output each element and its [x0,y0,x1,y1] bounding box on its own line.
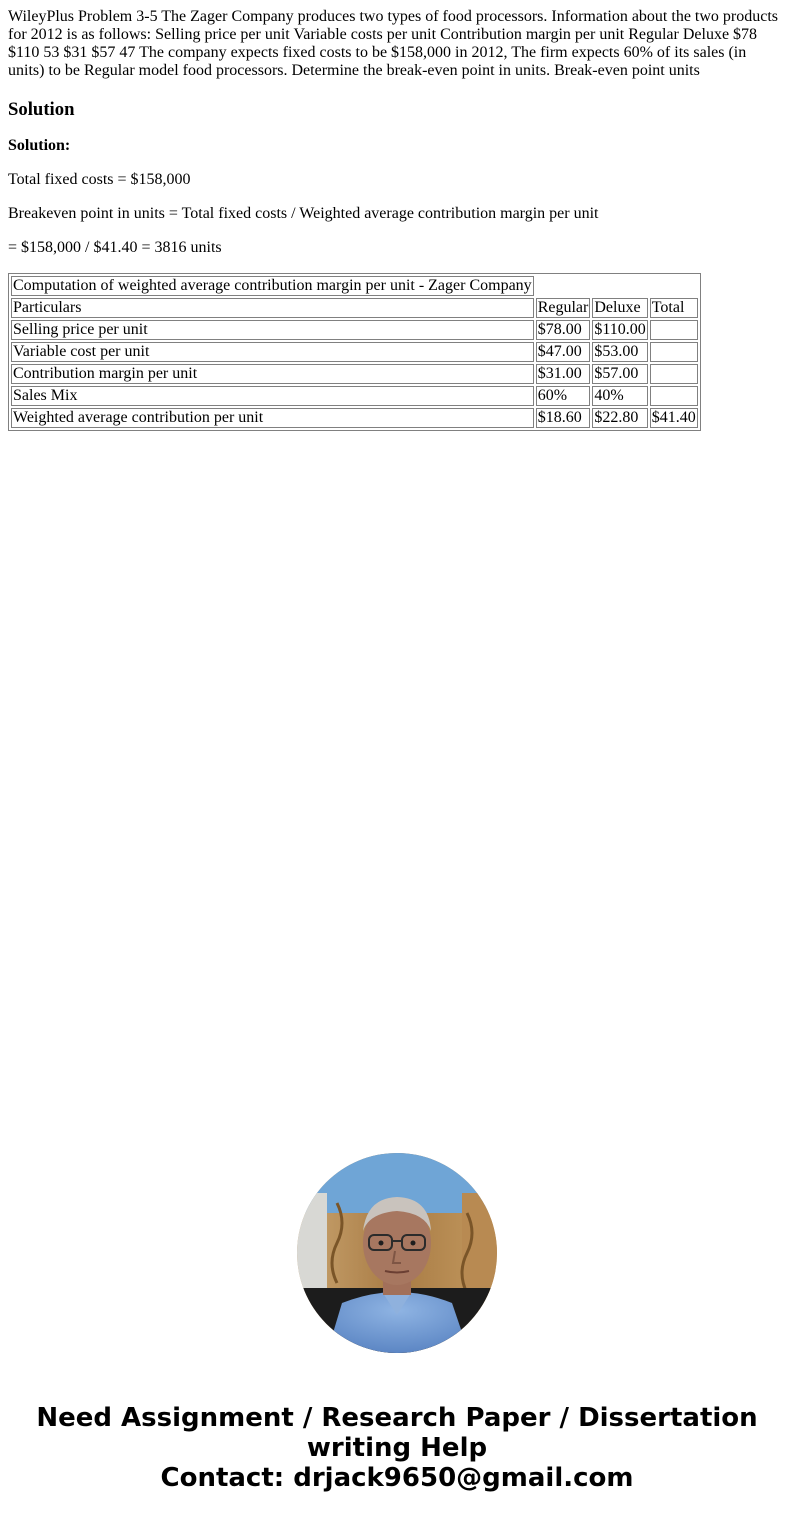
solution-label: Solution: [8,137,71,154]
question-text: WileyPlus Problem 3-5 The Zager Company produces two types of food processors. Information about the two products for 2012 is as follows: Selling price per unit Variable costs per unit Contribution margin per unit Regular Deluxe $78 $110 53 $31 $57 47 The company expects fixed costs to be $158,000 in 2012, The firm expects 60% of its sales (in units) to be Regular model food processors. Determine the break-even point in units. Break-even point units [8,8,779,79]
table-cell: $53.00 [592,342,647,362]
table-cell [650,342,698,362]
table-cell [650,320,698,340]
table-caption-row [11,276,698,296]
table-header-cell: Particulars [11,298,534,318]
table-cell: $18.60 [536,408,591,428]
table-cell [650,364,698,384]
footer-line: Need Assignment / Research Paper / Dissertation [36,1403,758,1433]
table-cell: Contribution margin per unit [11,364,534,384]
table-row [11,364,698,384]
table-cell: $41.40 [651,409,696,426]
table-cell: $47.00 [536,342,591,362]
table-row [11,320,698,340]
table-cell: $22.80 [592,408,647,428]
table-header-cell: Regular [537,299,589,316]
table-cell: $31.00 [536,364,591,384]
table-cell: $110.00 [594,321,646,338]
table-header-row [11,298,698,318]
table-header-cell: Deluxe [592,298,647,318]
footer-contact [0,1403,794,1493]
table-row [11,408,698,428]
table-row [11,342,698,362]
fixed-costs-line: Total fixed costs = $158,000 [8,171,191,188]
table-header-cell: Total [650,298,698,318]
table-corner-cell [536,276,591,296]
table-caption: Computation of weighted average contribution margin per unit - Zager Company [13,277,532,294]
table-cell [650,386,698,406]
contribution-margin-table [8,273,701,431]
table-cell: 40% [592,386,647,406]
table-cell: 60% [536,386,591,406]
avatar [297,1153,497,1353]
table-cell: Variable cost per unit [11,342,534,362]
table-row [11,386,698,406]
author-portrait [297,1153,497,1353]
table-corner-cell [650,276,698,296]
table-corner-cell [592,276,647,296]
breakeven-formula-line: Breakeven point in units = Total fixed costs / Weighted average contribution margin per unit [8,205,599,222]
footer-line: writing Help [306,1433,488,1463]
footer-contact-email: Contact: drjack9650@gmail.com [160,1463,634,1493]
breakeven-result-line: = $158,000 / $41.40 = 3816 units [8,239,222,256]
table-cell: $57.00 [592,364,647,384]
table-cell: Selling price per unit [11,320,534,340]
document-content [8,8,786,431]
table-cell: Weighted average contribution per unit [11,408,534,428]
solution-heading: Solution [8,99,75,120]
table-cell: Sales Mix [11,386,534,406]
table-cell: $78.00 [536,320,591,340]
